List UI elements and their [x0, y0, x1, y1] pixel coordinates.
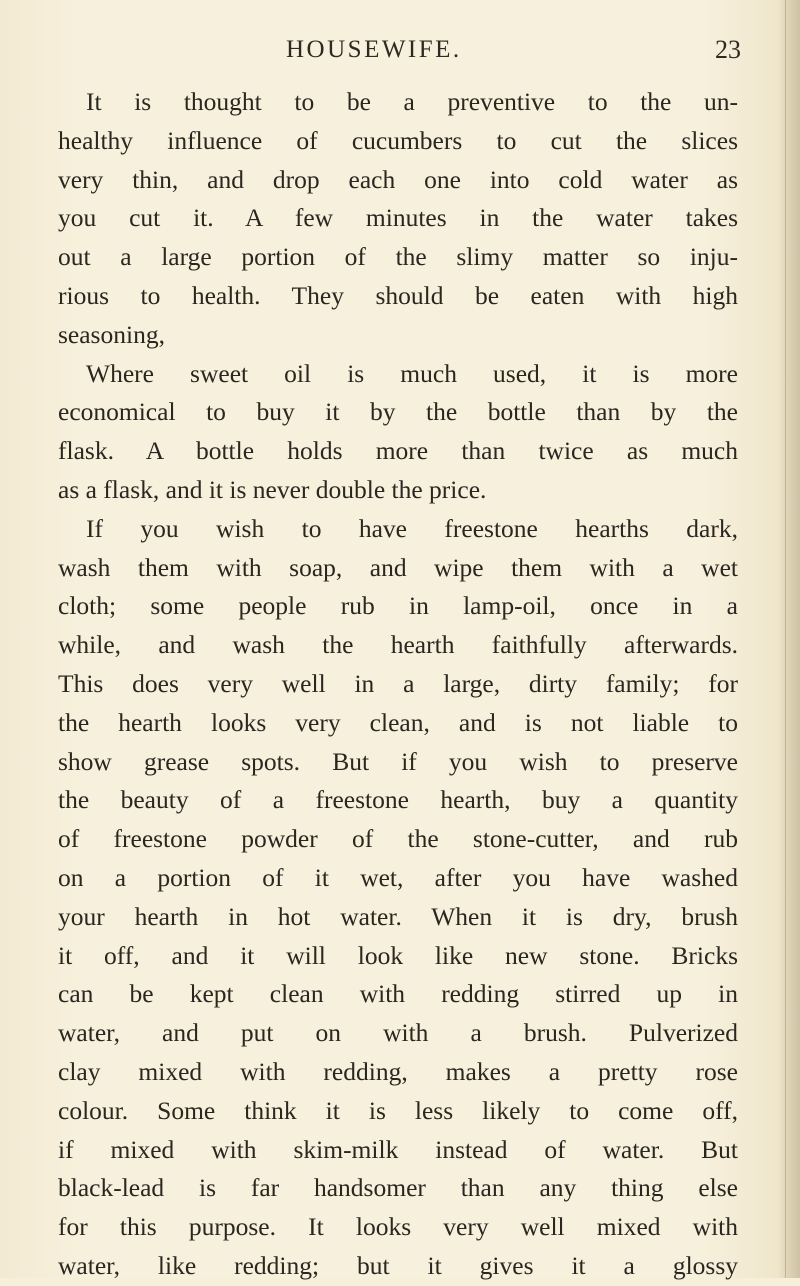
text-line: of freestone powder of the stone-cutter, and rub	[58, 824, 738, 854]
text-line: If you wish to have freestone hearths dark,	[86, 513, 738, 543]
text-line: flask. A bottle holds more than twice as much	[58, 436, 738, 466]
text-line: can be kept clean with redding stirred up in	[58, 979, 738, 1009]
text-line: economical to buy it by the bottle than by the	[58, 397, 738, 427]
text-line: on a portion of it wet, after you have washed	[58, 862, 738, 892]
text-line: if mixed with skim-milk instead of water. But	[58, 1134, 738, 1164]
text-line: very thin, and drop each one into cold water as	[58, 164, 738, 194]
text-line: clay mixed with redding, makes a pretty rose	[58, 1056, 738, 1086]
text-line: you cut it. A few minutes in the water takes	[58, 203, 738, 233]
text-line: the beauty of a freestone hearth, buy a quantity	[58, 785, 738, 815]
body-text	[58, 83, 738, 1286]
text-line: It is thought to be a preventive to the un-	[86, 87, 738, 116]
running-head	[0, 30, 800, 70]
text-line: Where sweet oil is much used, it is more	[86, 358, 738, 388]
text-line: water, and put on with a brush. Pulverized	[58, 1018, 738, 1048]
text-line: for this purpose. It looks very well mixed with	[58, 1212, 738, 1242]
page-edge-line	[785, 0, 786, 1278]
text-line: it off, and it will look like new stone. Bricks	[58, 940, 738, 970]
text-line: colour. Some think it is less likely to come off,	[58, 1095, 738, 1125]
text-line: This does very well in a large, dirty family; for	[58, 668, 738, 698]
text-line: water, like redding; but it gives it a glossy	[58, 1250, 738, 1280]
page-edge-shadow	[778, 0, 800, 1278]
running-head-title: HOUSEWIFE.	[286, 36, 462, 63]
text-line: your hearth in hot water. When it is dry, brush	[58, 901, 738, 931]
text-line: healthy influence of cucumbers to cut the slices	[58, 125, 738, 155]
text-line: rious to health. They should be eaten with high	[58, 280, 738, 310]
text-line: the hearth looks very clean, and is not liable to	[58, 707, 738, 737]
text-line: seasoning,	[58, 319, 165, 349]
text-line: wash them with soap, and wipe them with a wet	[58, 552, 738, 582]
text-line: while, and wash the hearth faithfully afterwards.	[58, 630, 738, 660]
text-line: show grease spots. But if you wish to preserve	[58, 746, 738, 776]
page-number: 23	[715, 35, 741, 64]
text-line: cloth; some people rub in lamp-oil, once in a	[58, 591, 738, 621]
text-line: as a flask, and it is never double the price.	[58, 474, 487, 504]
text-line: out a large portion of the slimy matter so inju-	[58, 242, 738, 272]
text-line: black-lead is far handsomer than any thing else	[58, 1173, 738, 1203]
